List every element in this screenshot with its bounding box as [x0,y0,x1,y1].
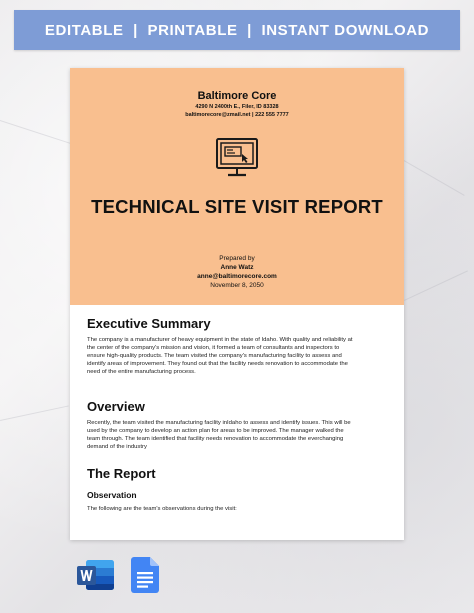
cover-section [70,68,404,305]
section-heading-the-report: The Report [87,466,156,481]
google-docs-icon[interactable] [131,557,159,593]
text-line: identify areas of improvement. They found out that the facility needs renovation to accommodate the [87,361,348,368]
text-line: demand of the industry [87,444,147,451]
text-line: team through. The team identified that facility needs renovation to accommodate the everchanging [87,436,344,443]
report-date: November 8, 2050 [210,282,264,289]
marble-vein [404,160,465,196]
company-name: Baltimore Core [197,90,277,102]
marble-vein [0,405,69,421]
text-line: used by the company to develop an action plan for areas to be improved. The manager walked the [87,428,344,435]
text-line: need of the entire manufacturing process. [87,369,196,376]
prepared-by-label: Prepared by [219,255,255,262]
company-address: 4290 N 2400th E., Filer, ID 83328 [195,104,279,110]
text-line: the center of the company's mission and vision, it formed a team of consultants and inspectors to [87,345,340,352]
document-preview [70,68,404,540]
overview-text [87,419,391,451]
marble-vein [0,120,76,146]
text-line: Recently, the team visited the manufacturing facility inIdaho to assess and identify issues. This will be [87,420,351,426]
report-title: TECHNICAL SITE VISIT REPORT [91,196,383,217]
executive-summary-text [87,336,391,376]
marble-vein [404,270,468,300]
observation-text: The following are the team's observations during the visit: [87,506,237,512]
computer-monitor-icon [214,136,260,182]
text-line: The company is a manufacturer of heavy equipment in the state of Idaho. With quality and reliability at [87,337,353,343]
text-line: ensure high-quality products. The team visited the company's manufacturing facility to assess and [87,353,342,360]
section-heading-executive-summary: Executive Summary [87,316,211,331]
preparer-name: Anne Watz [220,264,254,271]
feature-banner: EDITABLE | PRINTABLE | INSTANT DOWNLOAD [14,10,460,50]
subheading-observation: Observation [87,490,137,500]
company-contact: baltimorecore@zmail.net | 222 555 7777 [185,112,289,118]
section-heading-overview: Overview [87,399,145,414]
microsoft-word-icon[interactable] [76,558,116,592]
preparer-email: anne@baltimorecore.com [197,273,277,280]
